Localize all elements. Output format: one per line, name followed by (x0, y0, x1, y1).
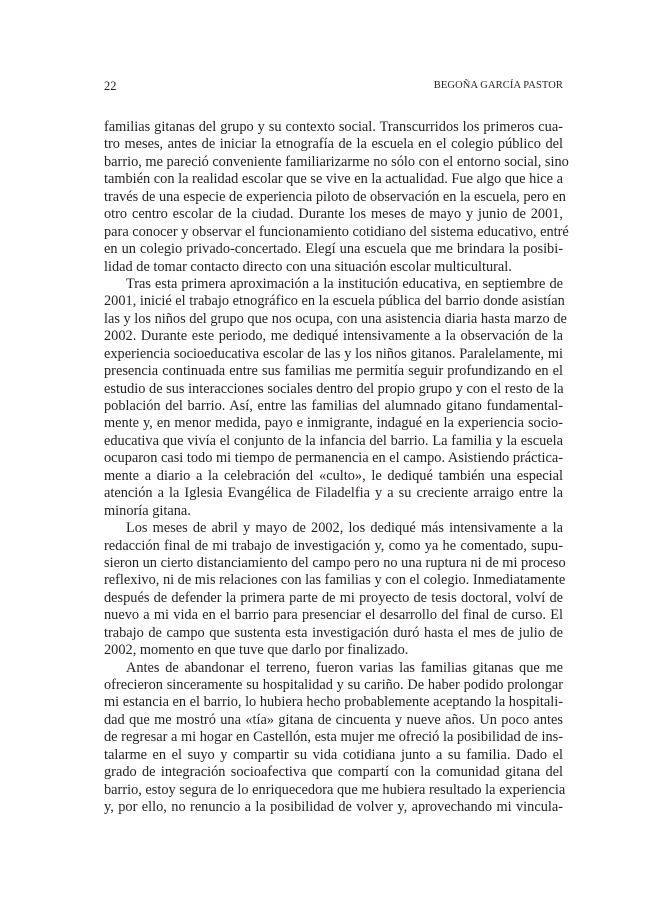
text-line: grado de integración socioafectiva que compartí con la comunidad gitana del (104, 764, 563, 781)
body-text (104, 119, 569, 817)
text-line: otro centro escolar de la ciudad. Durante los meses de mayo y junio de 2001, (104, 206, 563, 223)
text-line: sieron un cierto distanciamiento del campo pero no una ruptura ni de mi proceso (104, 554, 566, 571)
paragraph (104, 119, 569, 276)
paragraph (104, 659, 566, 817)
text-line: barrio, estoy segura de lo enriquecedora que me hubiera resultado la experiencia (104, 781, 566, 798)
text-line: de regresar a mi hogar en Castellón, esta mujer me ofreció la posibilidad de ins- (104, 729, 563, 746)
text-line: estudio de sus interacciones sociales dentro del propio grupo y con el resto de la (104, 380, 564, 397)
text-line: nuevo a mi vida en el barrio para presenciar el desarrollo del final de curso. El (104, 607, 563, 624)
text-line: través de una especie de experiencia piloto de observación en la escuela, pero en (104, 188, 566, 205)
running-title: BEGOÑA GARCÍA PASTOR (433, 80, 563, 91)
running-header (104, 77, 563, 95)
text-line: redacción final de mi trabajo de investigación y, como ya he comentado, supu- (104, 537, 563, 554)
text-line: en un colegio privado-concertado. Elegí una escuela que me brindara la posibi- (104, 241, 563, 258)
text-line: Antes de abandonar el terreno, fueron varias las familias gitanas que me (126, 659, 563, 676)
text-line: ocuparon casi todo mi tiempo de permanencia en el campo. Asistiendo práctica- (104, 450, 563, 467)
text-line: reflexivo, ni de mis relaciones con las familias y con el colegio. Inmediatamente (104, 572, 566, 589)
text-line: atención a la Iglesia Evangélica de Filadelfia y a su creciente arraigo entre la (104, 485, 563, 502)
text-line: 2002. Durante este periodo, me dediqué intensivamente a la observación de la (104, 328, 563, 345)
text-line: y, por ello, no renuncio a la posibilidad de volver y, aprovechando mi vincula- (104, 799, 563, 816)
text-line: ofrecieron sinceramente su hospitalidad y su cariño. De haber podido prolongar (104, 677, 563, 693)
text-line: educativa que vivía el conjunto de la infancia del barrio. La familia y la escuela (104, 432, 563, 449)
text-line: lidad de tomar contacto directo con una situación escolar multicultural. (104, 258, 512, 275)
text-line: mi estancia en el barrio, lo hubiera hecho probablemente aceptando la hospitali- (104, 694, 563, 711)
text-line: 2002, momento en que tuve que darlo por finalizado. (104, 642, 409, 659)
text-line: familias gitanas del grupo y su contexto social. Transcurridos los primeros cua- (104, 119, 563, 135)
text-line: Tras esta primera aproximación a la institución educativa, en septiembre de (126, 275, 563, 292)
text-line: dad que me mostró una «tía» gitana de cincuenta y nueve años. Un poco antes (104, 711, 563, 728)
text-line: talarme en el suyo y compartir su vida cotidiana junto a su familia. Dado el (104, 746, 563, 763)
text-line: presencia continuada entre sus familias me permitía seguir profundizando en el (104, 363, 563, 380)
text-line: también con la realidad escolar que se vive en la actualidad. Fue algo que hice a (104, 171, 563, 188)
text-line: barrio, me pareció conveniente familiarizarme no sólo con el entorno social, sino (104, 153, 569, 170)
paragraph (104, 520, 566, 660)
page-number: 22 (104, 79, 117, 93)
text-line: mente y, en menor medida, payo e inmigrante, indagué en la experiencia socio- (104, 415, 563, 432)
text-line: minoría gitana. (104, 502, 191, 519)
text-line: población del barrio. Así, entre las familias del alumnado gitano fundamental- (104, 398, 563, 414)
text-line: mente a diario a la celebración del «culto», le dediqué también una especial (104, 467, 563, 484)
text-line: para conocer y observar el funcionamiento cotidiano del sistema educativo, entré (104, 223, 569, 240)
text-line: tro meses, antes de iniciar la etnografía de la escuela en el colegio público del (104, 136, 563, 153)
paragraph (104, 275, 567, 520)
text-line: las y los niños del grupo que nos ocupa, con una asistencia diaria hasta marzo de (104, 310, 567, 327)
text-line: Los meses de abril y mayo de 2002, los dediqué más intensivamente a la (126, 520, 563, 537)
text-line: después de defender la primera parte de mi proyecto de tesis doctoral, volví de (104, 589, 563, 606)
text-line: experiencia socioeducativa escolar de las y los niños gitanos. Paralelamente, mi (104, 345, 563, 362)
text-line: trabajo de campo que sustenta esta investigación duró hasta el mes de julio de (104, 624, 563, 641)
text-line: 2001, inicié el trabajo etnográfico en la escuela pública del barrio donde asistían (104, 293, 565, 310)
